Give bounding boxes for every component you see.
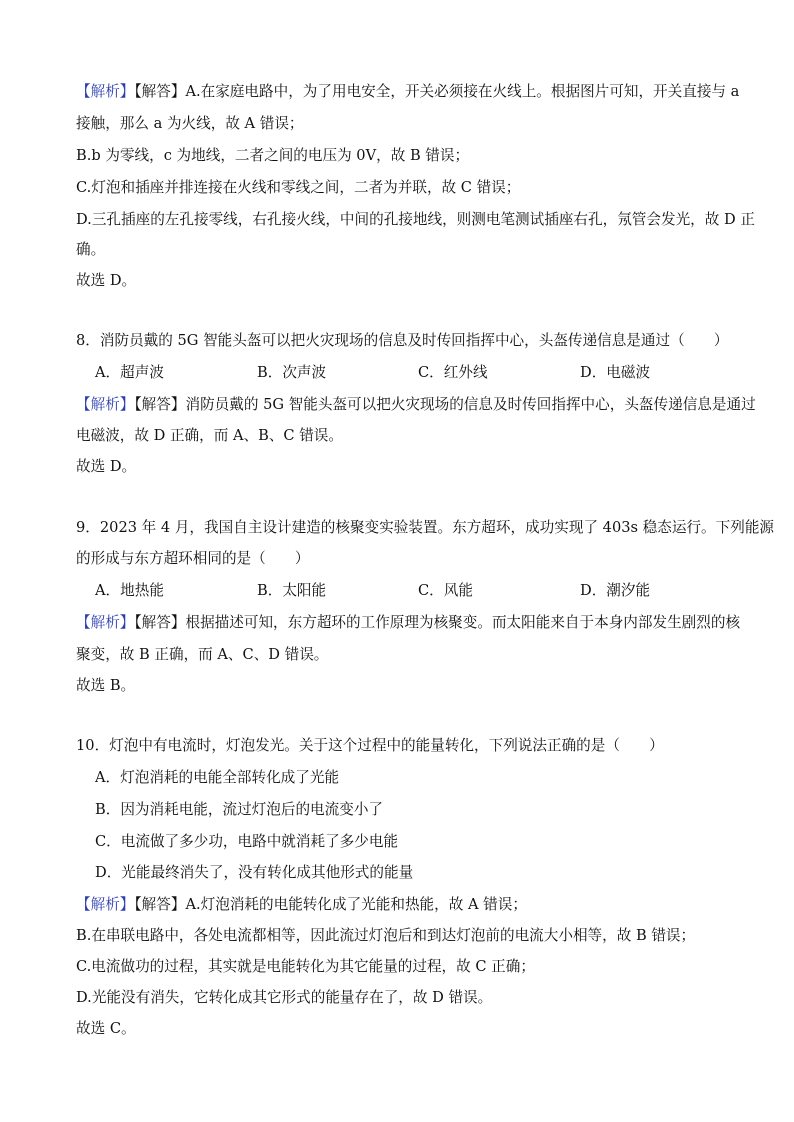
q9-conclusion: 故选 B。 (76, 677, 136, 694)
q7-analysis-line-3: B.b 为零线，c 为地线，二者之间的电压为 0V，故 B 错误； (76, 147, 470, 164)
analysis-tag: 【解析】 (76, 396, 135, 413)
q9-stem-line-1: 9．2023 年 4 月，我国自主设计建造的核聚变实验装置。东方超环，成功实现了 403s 稳态运行。下列能源 (76, 519, 775, 536)
q10-option-a: A．灯泡消耗的电能全部转化成了光能 (95, 769, 340, 786)
q10-analysis-line-1: 【解析】【解答】A.灯泡消耗的电能转化成了光能和热能，故 A 错误； (76, 896, 527, 913)
q10-analysis-line-2: B.在串联电路中，各处电流都相等，因此流过灯泡后和到达灯泡前的电流大小相等，故 B 错误； (76, 927, 696, 944)
answer-tag: 【解答】 (134, 83, 186, 100)
q9-analysis-line-1: 【解析】【解答】根据描述可知，东方超环的工作原理为核聚变。而太阳能来自于本身内部发生剧烈的核 (76, 614, 741, 631)
q8-stem: 8．消防员戴的 5G 智能头盔可以把火灾现场的信息及时传回指挥中心，头盔传递信息是通过（ ） (76, 332, 729, 349)
q7-conclusion: 故选 D。 (76, 272, 137, 289)
q9-option-a: A．地热能 (95, 582, 164, 599)
q8-option-d: D．电磁波 (580, 364, 651, 381)
q10-analysis-line-3: C.电流做功的过程，其实就是电能转化为其它能量的过程，故 C 正确； (76, 958, 535, 975)
q8-option-b: B．次声波 (257, 364, 327, 381)
q7-analysis-line-5: D.三孔插座的左孔接零线，右孔接火线，中间的孔接地线，则测电笔测试插座右孔，氖管会发光，故 D 正 (76, 211, 755, 228)
q7-analysis-line-2: 接触，那么 a 为火线，故 A 错误； (76, 115, 304, 132)
q9-option-b: B．太阳能 (257, 582, 327, 599)
answer-tag: 【解答】 (134, 614, 186, 631)
q10-option-c: C．电流做了多少功，电路中就消耗了多少电能 (95, 833, 399, 850)
q10-option-d: D．光能最终消失了，没有转化成其他形式的能量 (95, 864, 414, 881)
q8-conclusion: 故选 D。 (76, 458, 137, 475)
analysis-tag: 【解析】 (76, 614, 135, 631)
analysis-tag: 【解析】 (76, 83, 135, 100)
q9-option-d: D．潮汐能 (580, 582, 651, 599)
q10-stem: 10．灯泡中有电流时，灯泡发光。关于这个过程中的能量转化，下列说法正确的是（ ） (76, 737, 664, 754)
q10-analysis-line-4: D.光能没有消失，它转化成其它形式的能量存在了，故 D 错误。 (76, 989, 493, 1006)
q7-analysis-line-6: 确。 (76, 241, 106, 258)
q10-option-b: B．因为消耗电能，流过灯泡后的电流变小了 (95, 801, 384, 818)
q9-analysis-line-2: 聚变，故 B 正确，而 A、C、D 错误。 (76, 646, 329, 663)
q8-analysis-line-2: 电磁波，故 D 正确，而 A、B、C 错误。 (76, 427, 343, 444)
q7-analysis-line-4: C.灯泡和插座并排连接在火线和零线之间，二者为并联，故 C 错误； (76, 179, 521, 196)
q7-analysis-line-1: 【解析】【解答】A.在家庭电路中，为了用电安全，开关必须接在火线上。根据图片可知，开关直接与 a (76, 83, 740, 100)
answer-tag: 【解答】 (134, 396, 186, 413)
q8-option-c: C．红外线 (418, 364, 488, 381)
q10-conclusion: 故选 C。 (76, 1020, 136, 1037)
analysis-tag: 【解析】 (76, 896, 135, 913)
q9-option-c: C．风能 (418, 582, 473, 599)
q8-option-a: A．超声波 (95, 364, 164, 381)
q9-stem-line-2: 的形成与东方超环相同的是（ ） (76, 550, 310, 567)
answer-tag: 【解答】 (134, 896, 186, 913)
q8-analysis-line-1: 【解析】【解答】消防员戴的 5G 智能头盔可以把火灾现场的信息及时传回指挥中心，头盔传递信息是通过 (76, 396, 756, 413)
